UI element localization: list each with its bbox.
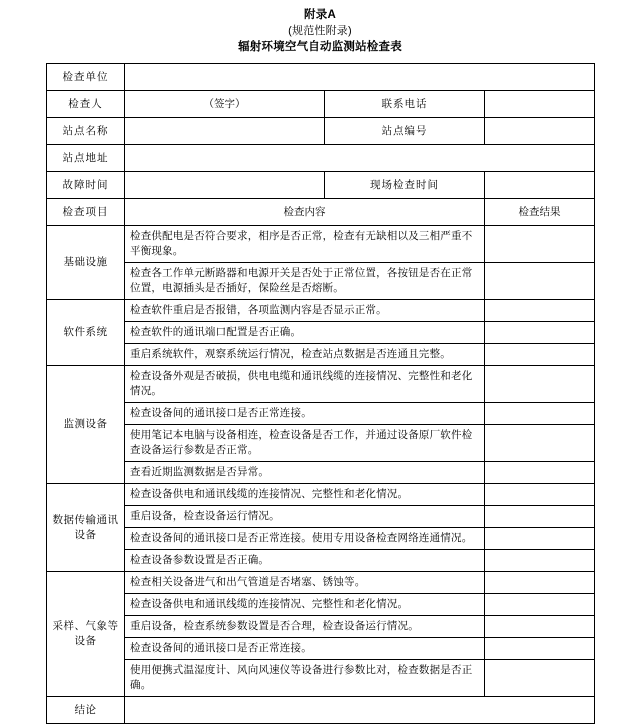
table-row — [47, 506, 595, 528]
row-value-site-code[interactable] — [485, 118, 595, 145]
table-row — [47, 145, 595, 172]
category-sampling-meteorological-equipment: 采样、气象等设备 — [47, 572, 125, 697]
row-value-fault-time[interactable] — [125, 172, 325, 199]
row-label-inspector: 检查人 — [47, 91, 125, 118]
document-title: 辐射环境空气自动监测站检查表 — [238, 41, 402, 53]
check-result[interactable] — [485, 366, 595, 403]
table-row — [47, 572, 595, 594]
check-result[interactable] — [485, 550, 595, 572]
check-result[interactable] — [485, 572, 595, 594]
check-content: 查看近期监测数据是否异常。 — [125, 462, 485, 484]
checklist-table — [46, 63, 595, 724]
check-content: 检查设备参数设置是否正确。 — [125, 550, 485, 572]
row-label-site-code: 站点编号 — [325, 118, 485, 145]
row-label-onsite-time: 现场检查时间 — [325, 172, 485, 199]
check-content: 检查软件重启是否报错，各项监测内容是否显示正常。 — [125, 300, 485, 322]
table-row — [47, 322, 595, 344]
check-result[interactable] — [485, 616, 595, 638]
row-label-phone: 联系电话 — [325, 91, 485, 118]
table-row — [47, 118, 595, 145]
table-row — [47, 366, 595, 403]
check-content: 重启设备，检查系统参数设置是否合理，检查设备运行情况。 — [125, 616, 485, 638]
table-row — [47, 300, 595, 322]
appendix-note: (规范性附录) — [288, 25, 352, 37]
table-row — [47, 172, 595, 199]
check-result[interactable] — [485, 344, 595, 366]
table-row — [47, 484, 595, 506]
row-value-conclusion[interactable] — [125, 697, 595, 724]
check-content: 重启系统软件，观察系统运行情况，检查站点数据是否连通且完整。 — [125, 344, 485, 366]
table-row — [47, 616, 595, 638]
row-value-phone[interactable] — [485, 91, 595, 118]
check-content: 检查设备供电和通讯线缆的连接情况、完整性和老化情况。 — [125, 594, 485, 616]
row-value-onsite-time[interactable] — [485, 172, 595, 199]
check-result[interactable] — [485, 403, 595, 425]
header-inspection-content: 检查内容 — [125, 199, 485, 226]
check-result[interactable] — [485, 528, 595, 550]
row-value-inspection-unit[interactable] — [125, 64, 595, 91]
title-block — [0, 0, 640, 55]
check-content: 重启设备，检查设备运行情况。 — [125, 506, 485, 528]
check-result[interactable] — [485, 506, 595, 528]
row-value-inspector-signature[interactable]: （签字） — [125, 91, 325, 118]
table-row — [47, 64, 595, 91]
appendix-label: 附录A — [304, 9, 336, 21]
check-content: 检查设备供电和通讯线缆的连接情况、完整性和老化情况。 — [125, 484, 485, 506]
category-infrastructure: 基础设施 — [47, 226, 125, 300]
table-row — [47, 403, 595, 425]
check-content: 检查软件的通讯端口配置是否正确。 — [125, 322, 485, 344]
checklist-table-wrap — [46, 63, 594, 724]
check-content: 检查设备间的通讯接口是否正常连接。 — [125, 403, 485, 425]
check-content: 检查设备间的通讯接口是否正常连接。使用专用设备检查网络连通情况。 — [125, 528, 485, 550]
check-result[interactable] — [485, 226, 595, 263]
table-row — [47, 638, 595, 660]
row-label-site-name: 站点名称 — [47, 118, 125, 145]
table-row — [47, 425, 595, 462]
table-header-row — [47, 199, 595, 226]
check-result[interactable] — [485, 462, 595, 484]
row-label-site-address: 站点地址 — [47, 145, 125, 172]
check-content: 使用笔记本电脑与设备相连，检查设备是否工作，并通过设备原厂软件检查设备运行参数是否正常。 — [125, 425, 485, 462]
check-result[interactable] — [485, 638, 595, 660]
category-monitoring-equipment: 监测设备 — [47, 366, 125, 484]
row-value-site-address[interactable] — [125, 145, 595, 172]
check-result[interactable] — [485, 425, 595, 462]
check-content: 检查各工作单元断路器和电源开关是否处于正常位置，各按钮是否在正常位置，电源插头是否插好，保险丝是否熔断。 — [125, 263, 485, 300]
check-result[interactable] — [485, 594, 595, 616]
check-content: 检查供配电是否符合要求，相序是否正常，检查有无缺相以及三相严重不平衡现象。 — [125, 226, 485, 263]
table-row — [47, 550, 595, 572]
check-result[interactable] — [485, 300, 595, 322]
table-row — [47, 344, 595, 366]
check-content: 检查设备外观是否破损，供电电缆和通讯线缆的连接情况、完整性和老化情况。 — [125, 366, 485, 403]
check-content: 使用便携式温湿度计、风向风速仪等设备进行参数比对，检查数据是否正确。 — [125, 660, 485, 697]
row-label-inspection-unit: 检查单位 — [47, 64, 125, 91]
row-label-fault-time: 故障时间 — [47, 172, 125, 199]
header-inspection-item: 检查项目 — [47, 199, 125, 226]
check-result[interactable] — [485, 484, 595, 506]
header-inspection-result: 检查结果 — [485, 199, 595, 226]
check-result[interactable] — [485, 322, 595, 344]
table-row — [47, 226, 595, 263]
check-result[interactable] — [485, 263, 595, 300]
row-label-conclusion: 结论 — [47, 697, 125, 724]
table-row — [47, 91, 595, 118]
table-row — [47, 462, 595, 484]
category-data-transmission-equipment: 数据传输通讯设备 — [47, 484, 125, 572]
check-content: 检查相关设备进气和出气管道是否堵塞、锈蚀等。 — [125, 572, 485, 594]
category-software-system: 软件系统 — [47, 300, 125, 366]
table-row — [47, 528, 595, 550]
table-row — [47, 697, 595, 724]
check-content: 检查设备间的通讯接口是否正常连接。 — [125, 638, 485, 660]
table-row — [47, 594, 595, 616]
row-value-site-name[interactable] — [125, 118, 325, 145]
table-row — [47, 263, 595, 300]
